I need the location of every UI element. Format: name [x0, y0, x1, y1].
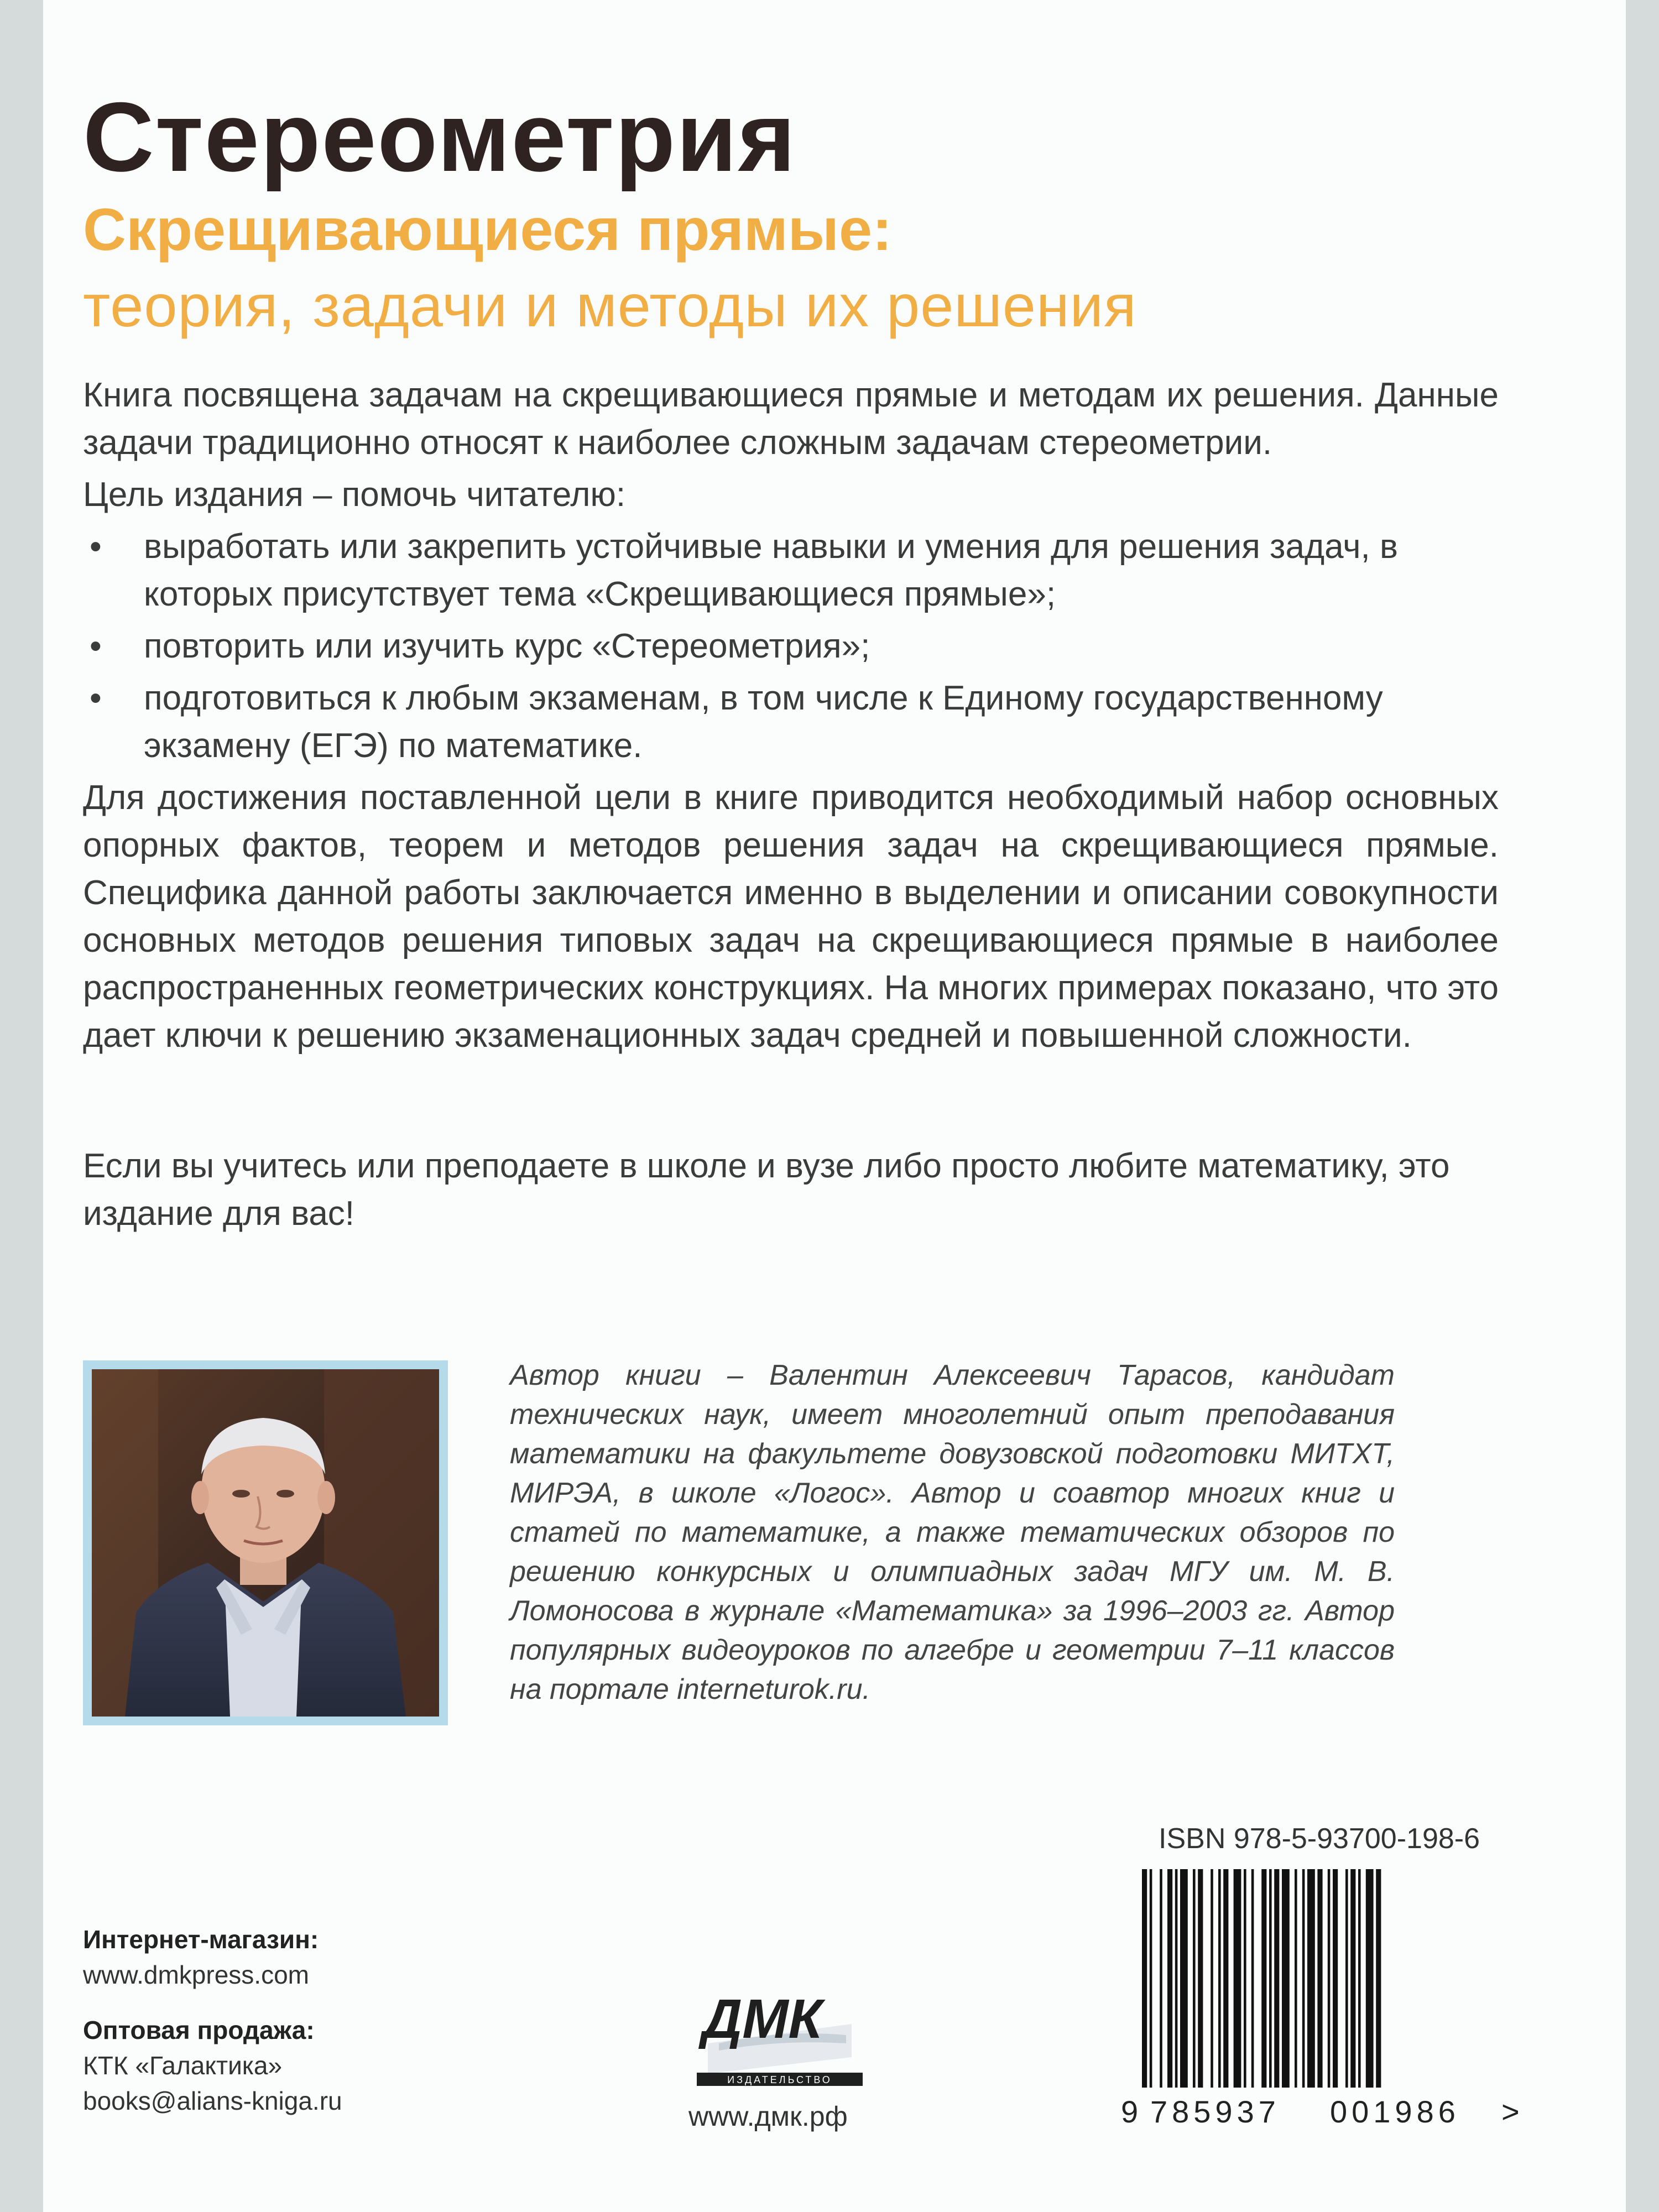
- goal-text: повторить или изучить курс «Стереометрия»;: [144, 627, 870, 665]
- barcode-bar: [1167, 1869, 1172, 2088]
- logo-subtext: ИЗДАТЕЛЬСТВО: [727, 2074, 832, 2085]
- goal-text: выработать или закрепить устойчивые навыки и умения для решения задач, в которых присутствует тема «Скрещивающиеся прямые»;: [144, 528, 1398, 613]
- barcode-bar: [1175, 1869, 1178, 2088]
- barcode-bar: [1302, 1869, 1305, 2088]
- barcode-bar: [1358, 1869, 1361, 2088]
- barcode-bar: [1180, 1869, 1188, 2088]
- barcode-bar: [1261, 1869, 1266, 2088]
- wholesale-company: КТК «Галактика»: [83, 2051, 283, 2080]
- barcode-digits-right: 001986: [1330, 2094, 1460, 2129]
- subtitle-line-1: Скрещивающиеся прямые:: [83, 196, 893, 263]
- author-photo: [92, 1369, 439, 1717]
- barcode-bar: [1269, 1869, 1272, 2088]
- barcode-bar: [1198, 1869, 1203, 2088]
- barcode-arrow: >: [1501, 2094, 1520, 2129]
- barcode-bar: [1142, 1869, 1147, 2088]
- subtitle-line-2: теория, задачи и методы их решения: [83, 272, 1137, 339]
- barcode-bar: [1350, 1869, 1355, 2088]
- barcode-bar: [1193, 1869, 1196, 2088]
- barcode-bar: [1376, 1869, 1381, 2088]
- list-item: [83, 623, 1499, 670]
- barcode-bar: [1274, 1869, 1279, 2088]
- barcode-bar: [1234, 1869, 1241, 2088]
- goal-list: [83, 523, 1499, 770]
- isbn-label: ISBN 978-5-93700-198-6: [1159, 1823, 1480, 1855]
- barcode-bar: [1211, 1869, 1213, 2088]
- list-item: [83, 523, 1499, 618]
- goal-text: подготовиться к любым экзаменам, в том числе к Единому государственному экзамену (ЕГЭ) по математике.: [144, 679, 1383, 765]
- barcode-bar: [1295, 1869, 1297, 2088]
- barcode-bar: [1328, 1869, 1331, 2088]
- author-bio: Автор книги – Валентин Алексеевич Тарасов, кандидат технических наук, имеет многолетний опыт преподавания математики на факультете довузовской подготовки МИТХТ, МИРЭА, в школе «Логос». Автор и соавтор многих книг и статей по математике, а также тематических обзоров по решению конкурсных и олимпиадных задач МГУ им. М. В. Ломоносова в журнале «Математика» за 1996–2003 гг. Автор популярных видеоуроков по алгебре и геометрии 7–11 классов на портале interneturok.ru.: [510, 1359, 1395, 1705]
- closing-paragraph: Если вы учитесь или преподаете в школе и вузе либо просто любите математику, это издание для вас!: [83, 1147, 1450, 1233]
- logo-text: ДМК: [702, 1988, 822, 2050]
- barcode-bar: [1307, 1869, 1315, 2088]
- wholesale-email: books@alians-kniga.ru: [83, 2086, 342, 2115]
- shop-link: www.dmkpress.com: [83, 1960, 309, 1989]
- shop-heading: Интернет-магазин:: [83, 1925, 319, 1954]
- barcode-bar: [1366, 1869, 1374, 2088]
- description-paragraph: Для достижения поставленной цели в книге приводится необходимый набор основных опорных фактов, теорем и методов решения задач на скрещивающиеся прямые. Специфика данной работы заключается именно в выделении и описании совокупности основных методов решения типовых задач на скрещивающиеся прямые в наиболее распространенных геометрических конструкциях. На многих примерах показано, что это дает ключи к решению экзаменационных задач средней и повышенной сложности.: [83, 779, 1499, 1055]
- intro-paragraph: Книга посвящена задачам на скрещивающиеся прямые и методам их решения. Данные задачи традиционно относят к наиболее сложным задачам стереометрии.: [83, 376, 1499, 462]
- barcode-bar: [1150, 1869, 1152, 2088]
- barcode-bar: [1160, 1869, 1162, 2088]
- barcode-bar: [1251, 1869, 1254, 2088]
- publisher-logo: [686, 1988, 874, 2090]
- bullet-icon: •: [90, 679, 102, 717]
- annotation-text: [83, 372, 1499, 1242]
- barcode-bar: [1282, 1869, 1290, 2088]
- contacts-block: [83, 1922, 342, 2119]
- list-item: [83, 675, 1499, 770]
- bullet-icon: •: [90, 528, 102, 566]
- goal-heading: Цель издания – помочь читателю:: [83, 476, 626, 514]
- barcode-bar: [1345, 1869, 1348, 2088]
- isbn-barcode: [1121, 1869, 1535, 2129]
- bullet-icon: •: [90, 627, 102, 665]
- barcode-bar: [1333, 1869, 1338, 2088]
- barcode-bar: [1223, 1869, 1228, 2088]
- barcode-digits-left: 785937: [1150, 2094, 1280, 2129]
- barcode-bar: [1244, 1869, 1246, 2088]
- publisher-url: www.дмк.рф: [688, 2101, 848, 2132]
- barcode-bar: [1317, 1869, 1322, 2088]
- wholesale-heading: Оптовая продажа:: [83, 2016, 315, 2044]
- barcode-bar: [1218, 1869, 1221, 2088]
- book-title: Стереометрия: [83, 82, 797, 192]
- author-photo-frame: [83, 1360, 448, 1725]
- barcode-digit-first: 9: [1121, 2094, 1139, 2129]
